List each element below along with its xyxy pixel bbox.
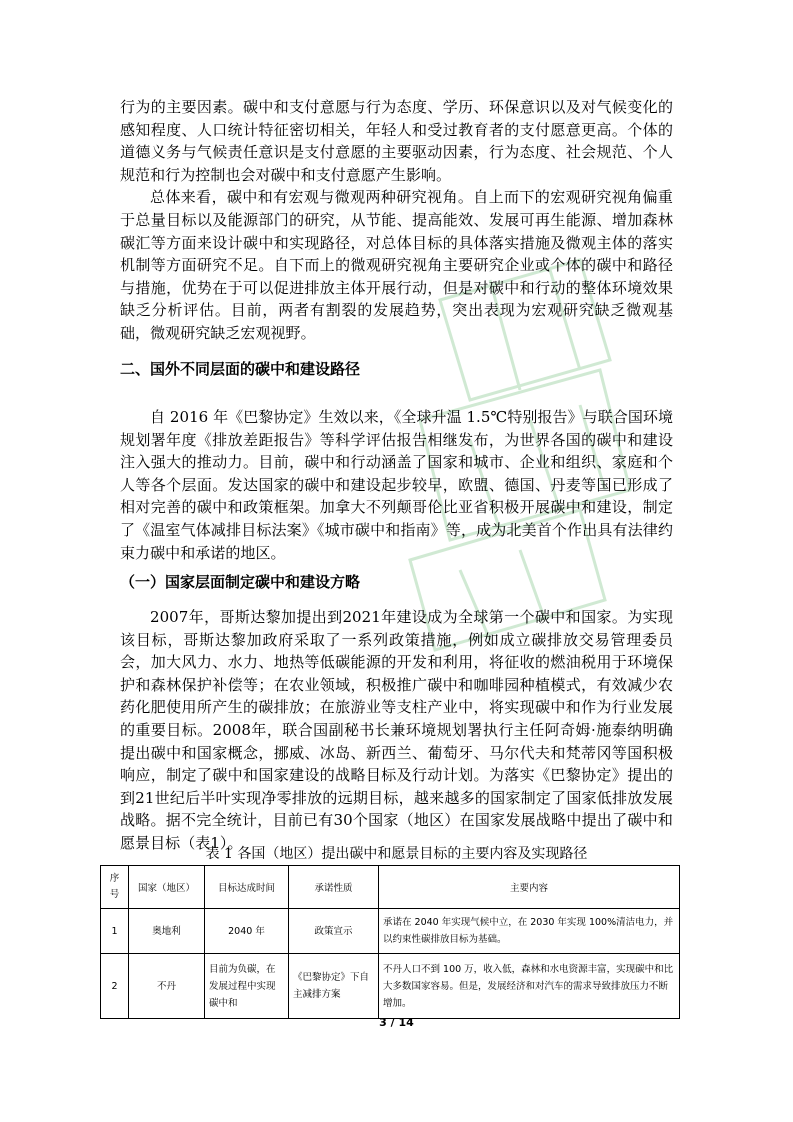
row-target-time: 目前为负碳，在发展过程中实现碳中和 [205, 954, 289, 1019]
header-commitment-nature: 承诺性质 [289, 866, 379, 909]
table-caption: 表 1 各国（地区）提出碳中和愿景目标的主要内容及实现路径 [205, 846, 588, 862]
row-main-content: 不丹人口不到 100 万，收入低，森林和水电资源丰富，实现碳中和比大多数国家容易。但是，发展经济和对汽车的需求导致排放压力不断增加。 [379, 954, 680, 1019]
header-no [101, 866, 129, 909]
header-target-time: 目标达成时间 [205, 866, 289, 909]
row-main-content: 承诺在 2040 年实现气候中立，在 2030 年实现 100%清洁电力，并以约束性碳排放目标为基础。 [379, 909, 680, 954]
row-country: 奥地利 [129, 909, 205, 954]
row-number: 1 [101, 909, 129, 954]
subsection-paragraph: 2007年，哥斯达黎加提出到2021年建设成为全球第一个碳中和国家。为实现该目标，哥斯达黎加政府采取了一系列政策措施，例如成立碳排放交易管理委员会，加大风力、水力、地热等低碳能源的开发和利用，将征收的燃油税用于环境保护和森林保护补偿等；在农业领域，积极推广碳中和咖啡园种植模式，有效减少农药化肥使用所产生的碳排放；在旅游业等支柱产业中，将实现碳中和作为行业发展的重要目标。2008年，联合国副秘书长兼环境规划署执行主任阿奇姆·施泰纳明确提出碳中和国家概念，挪威、冰岛、新西兰、葡萄牙、马尔代夫和梵蒂冈等国积极响应，制定了碳中和国家建设的战略目标及行动计划。为落实《巴黎协定》提出的到21世纪后半叶实现净零排放的远期目标，越来越多的国家制定了国家低排放发展战略。据不完全统计，目前已有30个国家（地区）在国家发展战略中提出了碳中和愿景目标（表1）。 [120, 608, 673, 852]
row-target-time: 2040 年 [205, 909, 289, 954]
row-country: 不丹 [129, 954, 205, 1019]
section-2-body [120, 406, 673, 564]
row-number: 2 [101, 954, 129, 1019]
header-main-content: 主要内容 [379, 866, 680, 909]
table-row [101, 909, 680, 954]
table-header-row [101, 866, 680, 909]
page-number: 3 / 14 [379, 1016, 414, 1029]
intro-paragraph-2: 总体来看，碳中和有宏观与微观两种研究视角。自上而下的宏观研究视角偏重于总量目标以及能源部门的研究，从节能、提高能效、发展可再生能源、增加森林碳汇等方面来设计碳中和实现路径，对总体目标的具体落实措施及微观主体的落实机制等方面研究不足。自下而上的微观研究视角主要研究企业或个体的碳中和路径与措施，优势在于可以促进排放主体开展行动，但是对碳中和行动的整体环境效果缺乏分析评估。目前，两者有割裂的发展趋势，突出表现为宏观研究缺乏微观基础，微观研究缺乏宏观视野。 [120, 188, 673, 342]
header-no-line-2: 号 [109, 889, 120, 900]
carbon-neutral-goals-table [100, 865, 680, 1019]
subsection-body [120, 606, 673, 855]
header-country: 国家（地区） [129, 866, 205, 909]
section-heading-international-paths: 二、国外不同层面的碳中和建设路径 [120, 360, 361, 378]
intro-section [120, 96, 673, 345]
intro-paragraph-1: 行为的主要因素。碳中和支付意愿与行为态度、学历、环保意识以及对气候变化的感知程度、人口统计特征密切相关，年轻人和受过教育者的支付愿意更高。个体的道德义务与气候责任意识是支付意愿的主要驱动因素，行为态度、社会规范、个人规范和行为控制也会对碳中和支付意愿产生影响。 [120, 98, 673, 184]
row-commitment-nature: 《巴黎协定》下自主减排方案 [289, 954, 379, 1019]
section-2-paragraph: 自 2016 年《巴黎协定》生效以来，《全球升温 1.5℃特别报告》与联合国环境规划署年度《排放差距报告》等科学评估报告相继发布，为世界各国的碳中和建设注入强大的推动力。目前，碳中和行动涵盖了国家和城市、企业和组织、家庭和个人等各个层面。发达国家的碳中和建设起步较早，欧盟、德国、丹麦等国已形成了相对完善的碳中和政策框架。加拿大不列颠哥伦比亚省积极开展碳中和建设，制定了《温室气体减排目标法案》《城市碳中和指南》等，成为北美首个作出具有法律约束力碳中和承诺的地区。 [120, 408, 673, 562]
header-no-line-1: 序 [109, 873, 120, 884]
table-row [101, 954, 680, 1019]
subsection-heading-national-level: （一）国家层面制定碳中和建设方略 [120, 573, 361, 591]
row-commitment-nature: 政策宣示 [289, 909, 379, 954]
